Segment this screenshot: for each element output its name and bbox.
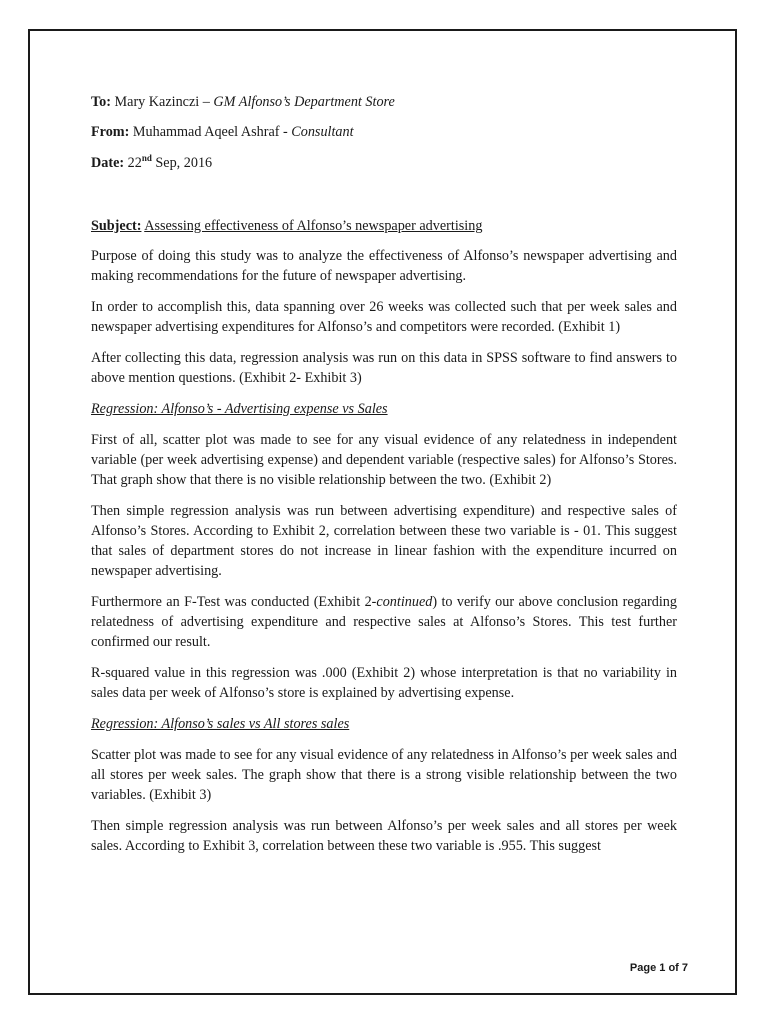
paragraph-scatter-plot-1: First of all, scatter plot was made to see for any visual evidence of any relatedness in independent variable (per week advertising expense) and dependent variable (respective sales) for Alfonso’s Stores. That graph show that there is no visible relationship between the two. (Exhibit 2) (91, 432, 677, 488)
subject-text: Assessing effectiveness of Alfonso’s newspaper advertising (144, 218, 483, 234)
f-test-text-a: Furthermore an F-Test was conducted (Exhibit 2- (91, 594, 377, 610)
to-label: To: (91, 94, 111, 110)
to-name: Mary Kazinczi – (114, 94, 214, 110)
memo-subject (91, 216, 482, 236)
section-heading-all-stores: Regression: Alfonso’s sales vs All stores sales (91, 716, 350, 732)
date-rest: Sep, 2016 (155, 155, 213, 171)
paragraph-data-collection: In order to accomplish this, data spanning over 26 weeks was collected such that per week sales and newspaper advertising expenditures for Alfonso’s and competitors were recorded. (Exhibit 1) (91, 299, 677, 335)
paragraph-scatter-plot-2: Scatter plot was made to see for any visual evidence of any relatedness in Alfonso’s per week sales and all stores per week sales. The graph show that there is a strong visible relationship between the two variables. (Exhibit 3) (91, 747, 677, 803)
memo-to-line (91, 92, 395, 112)
paragraph-purpose: Purpose of doing this study was to analyze the effectiveness of Alfonso’s newspaper advertising and making recommendations for the future of newspaper advertising. (91, 248, 677, 284)
from-label: From: (91, 124, 130, 140)
memo-from-line (91, 122, 354, 142)
paragraph-regression-2: Then simple regression analysis was run between Alfonso’s per week sales and all stores per week sales. According to Exhibit 3, correlation between these two variable is .955. This suggest (91, 818, 677, 854)
f-test-italic: continued (376, 594, 433, 610)
to-role: GM Alfonso’s Department Store (213, 94, 395, 110)
section-heading-advertising: Regression: Alfonso’s - Advertising expense vs Sales (91, 401, 388, 417)
date-ordinal-suffix: nd (141, 153, 152, 163)
from-name: Muhammad Aqeel Ashraf - (132, 124, 292, 140)
memo-body (91, 246, 677, 867)
paragraph-r-squared: R-squared value in this regression was .000 (Exhibit 2) whose interpretation is that no variability in sales data per week of Alfonso’s store is explained by advertising expense. (91, 665, 677, 701)
paragraph-regression-1: Then simple regression analysis was run between advertising expenditure) and respective sales of Alfonso’s Stores. According to Exhibit 2, correlation between these two variable is - 01. This suggest that sales of department stores do not increase in linear fashion with the expenditure incurred on newspaper advertising. (91, 503, 677, 579)
page-number: Page 1 of 7 (629, 962, 688, 974)
from-role: Consultant (291, 124, 354, 140)
paragraph-analysis-method: After collecting this data, regression analysis was run on this data in SPSS software to find answers to above mention questions. (Exhibit 2- Exhibit 3) (91, 350, 677, 386)
memo-date-line (91, 153, 212, 173)
paragraph-f-test (91, 592, 677, 652)
date-label: Date: (91, 155, 125, 171)
subject-label: Subject: (91, 218, 142, 234)
f-test-text-b: ) to verify our above conclusion regarding relatedness of advertising expenditure and respective sales at Alfonso’s Stores. This test further confirmed our result. (91, 594, 677, 650)
date-day: 22 (127, 155, 142, 171)
